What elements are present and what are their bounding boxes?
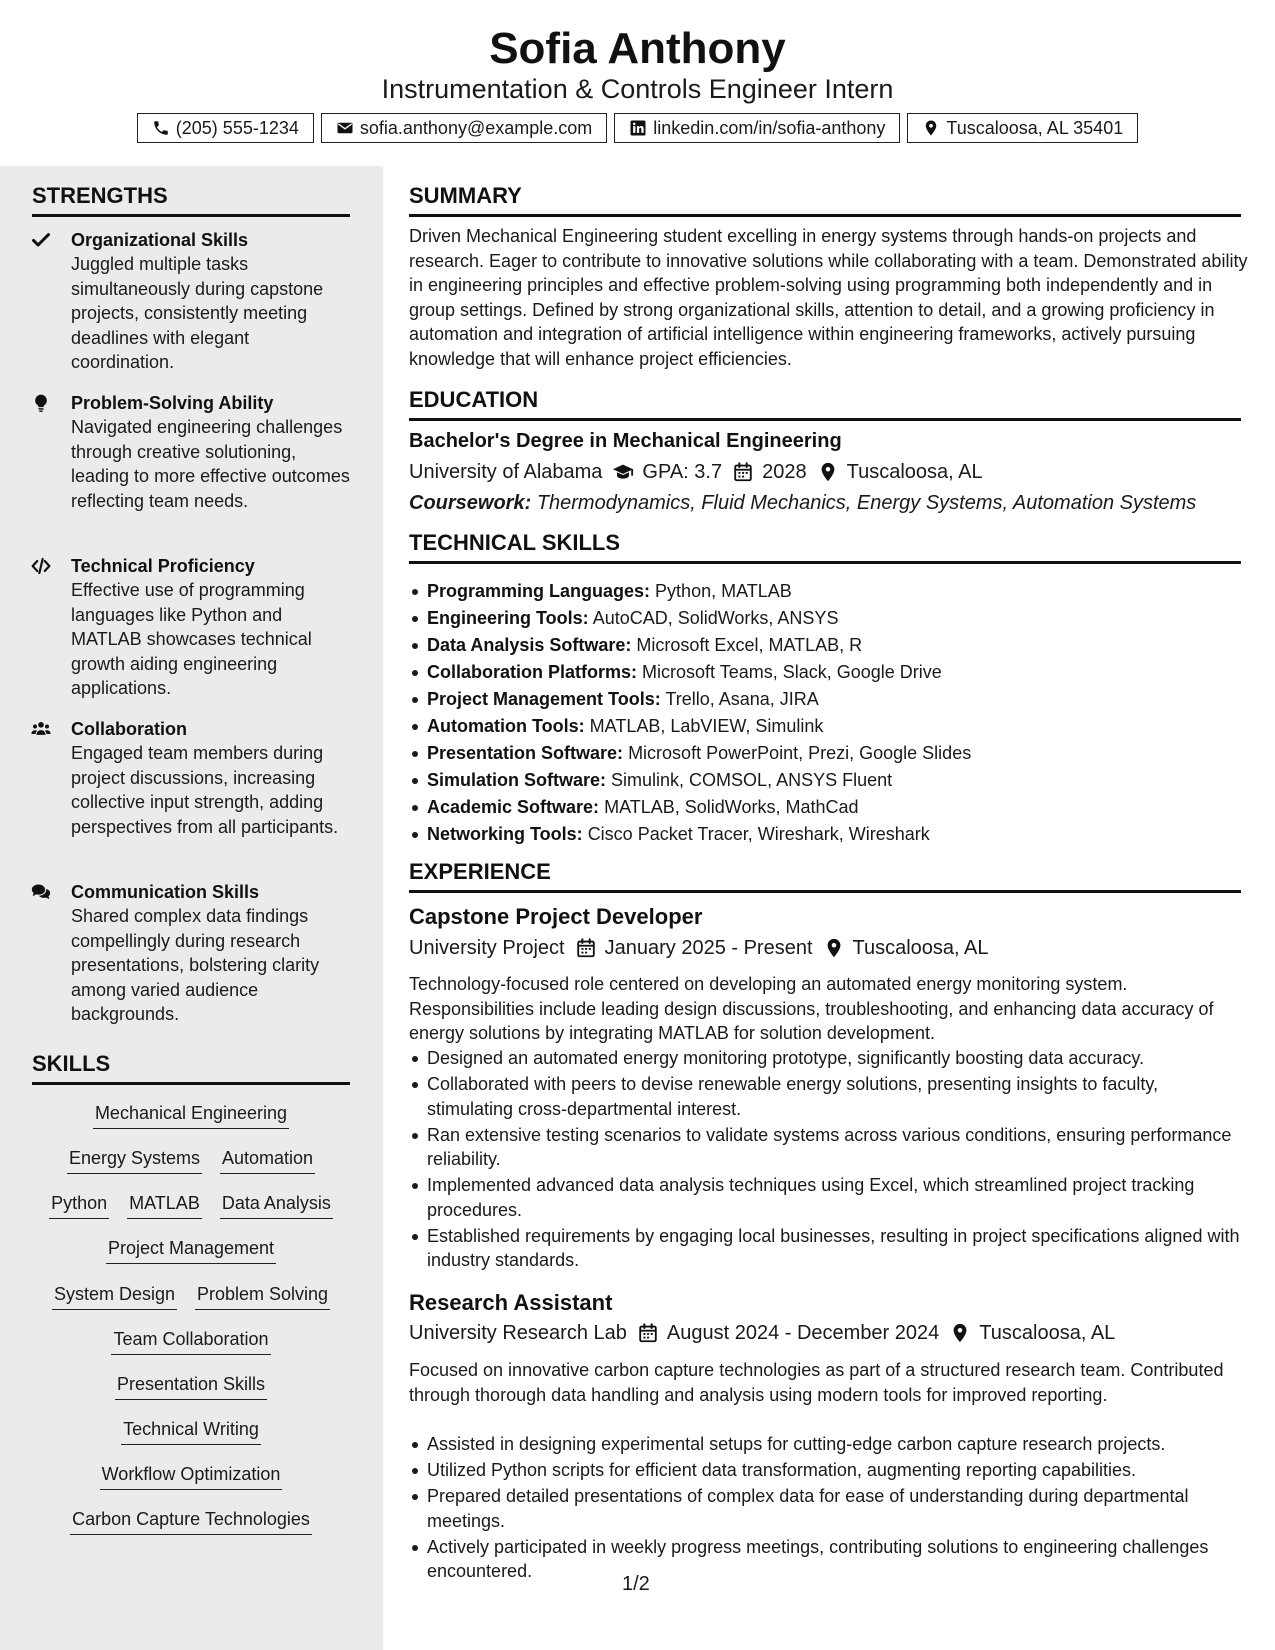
- location-pin-icon: [922, 119, 940, 137]
- skill-chip: System Design: [52, 1282, 177, 1310]
- skill-chip: Energy Systems: [67, 1146, 202, 1174]
- job-description: Focused on innovative carbon capture technologies as part of a structured research team. Contributed through thorough data handling and analysis using modern tools for improved reporting.: [409, 1360, 1224, 1405]
- code-icon: [30, 556, 56, 576]
- skill-row: [30, 1282, 352, 1310]
- job-dates: August 2024 - December 2024: [666, 1322, 940, 1344]
- phone-icon: [152, 119, 170, 137]
- users-icon: [30, 719, 56, 739]
- list-item: Academic Software: MATLAB, SolidWorks, MathCad: [409, 794, 1249, 821]
- contact-phone-text: (205) 555-1234: [175, 117, 299, 138]
- job-meta: [409, 934, 989, 962]
- job-description: Technology-focused role centered on developing an automated energy monitoring system. Responsibilities include leading design discussions, troubleshooting, and enhancing data accuracy of energy solutions by integrating MATLAB for solution development.: [409, 974, 1214, 1043]
- job-org: University Project: [409, 937, 565, 959]
- list-item: Assisted in designing experimental setups for cutting-edge carbon capture research projects.: [409, 1432, 1249, 1457]
- contact-linkedin-text: linkedin.com/in/sofia-anthony: [653, 117, 886, 138]
- list-item: Collaboration Platforms: Microsoft Teams, Slack, Google Drive: [409, 659, 1249, 686]
- graduation-year: 2028: [762, 461, 807, 483]
- strength-item: [30, 880, 350, 1027]
- skill-chip: Data Analysis: [220, 1191, 333, 1219]
- resume-header: [0, 0, 1275, 166]
- strength-title: Organizational Skills: [71, 230, 249, 250]
- list-item: Simulation Software: Simulink, COMSOL, ANSYS Fluent: [409, 767, 1249, 794]
- calendar-icon: [637, 1322, 659, 1344]
- location-pin-icon: [823, 937, 845, 959]
- list-item: Engineering Tools: AutoCAD, SolidWorks, ANSYS: [409, 605, 1249, 632]
- skill-row: [30, 1191, 352, 1219]
- skill-chip: Presentation Skills: [115, 1372, 267, 1400]
- experience-heading: EXPERIENCE: [409, 858, 1241, 893]
- calendar-icon: [575, 937, 597, 959]
- technical-skills-list: [409, 578, 1249, 848]
- candidate-name: Sofia Anthony: [489, 24, 786, 73]
- location-pin-icon: [817, 461, 839, 483]
- strength-desc: Shared complex data findings compellingly during research presentations, bolstering clarity among varied audience backgrounds.: [71, 906, 320, 1024]
- lightbulb-icon: [30, 393, 56, 413]
- school-name: University of Alabama: [409, 461, 603, 483]
- calendar-icon: [732, 461, 754, 483]
- list-item: Presentation Software: Microsoft PowerPoint, Prezi, Google Slides: [409, 740, 1249, 767]
- technical-skills-heading: TECHNICAL SKILLS: [409, 529, 1241, 564]
- skill-chip: MATLAB: [127, 1191, 202, 1219]
- degree-name: Bachelor's Degree in Mechanical Engineering: [409, 430, 842, 452]
- list-item: Data Analysis Software: Microsoft Excel, MATLAB, R: [409, 632, 1249, 659]
- strength-item: [30, 391, 350, 513]
- location-pin-icon: [949, 1322, 971, 1344]
- summary-text: Driven Mechanical Engineering student excelling in energy systems through hands-on projects and research. Eager to contribute to innovative solutions while collaborating with a team. Demonstrated ability in engineering principles and effective problem-solving using programming both independently and in group settings. Defined by strong organizational skills, attention to detail, and a growing proficiency in automation and integration of artificial intelligence within engineering frameworks, actively pursuing knowledge that will enhance project efficiencies.: [409, 226, 1248, 369]
- job-location: Tuscaloosa, AL: [852, 937, 989, 959]
- contact-email[interactable]: [321, 113, 607, 143]
- skill-chip: Workflow Optimization: [100, 1462, 283, 1490]
- skill-chip: Team Collaboration: [111, 1327, 270, 1355]
- skill-chip: Automation: [220, 1146, 315, 1174]
- list-item: Automation Tools: MATLAB, LabVIEW, Simulink: [409, 713, 1249, 740]
- list-item: Actively participated in weekly progress meetings, contributing solutions to engineering challenges encountered.: [409, 1535, 1249, 1584]
- list-item: Designed an automated energy monitoring prototype, significantly boosting data accuracy.: [409, 1046, 1249, 1071]
- envelope-icon: [336, 119, 354, 137]
- skill-row: [30, 1101, 352, 1129]
- sidebar: [0, 166, 383, 1650]
- strength-title: Problem-Solving Ability: [71, 393, 274, 413]
- skill-chip: Project Management: [106, 1236, 276, 1264]
- list-item: Established requirements by engaging local businesses, resulting in project specifications aligned with industry standards.: [409, 1224, 1249, 1273]
- strength-title: Communication Skills: [71, 882, 260, 902]
- skill-row: [30, 1462, 352, 1490]
- job-meta: [409, 1319, 1115, 1347]
- job-org: University Research Lab: [409, 1322, 627, 1344]
- contact-location: [907, 113, 1138, 143]
- list-item: Prepared detailed presentations of complex data for ease of understanding during departmental meetings.: [409, 1484, 1249, 1533]
- contact-linkedin[interactable]: [614, 113, 900, 143]
- strengths-heading: STRENGTHS: [32, 182, 350, 217]
- list-item: Ran extensive testing scenarios to validate systems across various conditions, ensuring performance reliability.: [409, 1123, 1249, 1172]
- list-item: Project Management Tools: Trello, Asana, JIRA: [409, 686, 1249, 713]
- linkedin-icon: [629, 119, 647, 137]
- contact-email-text: sofia.anthony@example.com: [359, 117, 593, 138]
- page-number: 1/2: [622, 1573, 650, 1595]
- contact-location-text: Tuscaloosa, AL 35401: [946, 117, 1124, 138]
- skill-row: [30, 1507, 352, 1535]
- job-location: Tuscaloosa, AL: [979, 1322, 1116, 1344]
- list-item: Utilized Python scripts for efficient data transformation, augmenting reporting capabilities.: [409, 1458, 1249, 1483]
- list-item: Networking Tools: Cisco Packet Tracer, Wireshark, Wireshark: [409, 821, 1249, 848]
- contact-bar: [0, 113, 1275, 143]
- skill-chip: Carbon Capture Technologies: [70, 1507, 312, 1535]
- skill-row: [30, 1372, 352, 1400]
- education-heading: EDUCATION: [409, 386, 1241, 421]
- strength-desc: Effective use of programming languages like Python and MATLAB showcases technical growth aiding engineering applications.: [71, 580, 312, 698]
- education-meta: [409, 458, 983, 486]
- strength-item: [30, 228, 350, 375]
- job-dates: January 2025 - Present: [604, 937, 813, 959]
- skill-row: [30, 1327, 352, 1355]
- coursework-list: Thermodynamics, Fluid Mechanics, Energy Systems, Automation Systems: [536, 492, 1197, 514]
- skill-chip: Technical Writing: [121, 1417, 261, 1445]
- job-title: Research Assistant: [409, 1290, 613, 1315]
- skill-chip: Problem Solving: [195, 1282, 330, 1310]
- school-location: Tuscaloosa, AL: [846, 461, 983, 483]
- summary-heading: SUMMARY: [409, 182, 1241, 217]
- graduation-cap-icon: [612, 461, 634, 483]
- skill-row: [30, 1417, 352, 1445]
- list-item: Implemented advanced data analysis techniques using Excel, which streamlined project tracking procedures.: [409, 1173, 1249, 1222]
- strength-item: [30, 554, 350, 701]
- coursework-label: Coursework:: [409, 492, 532, 514]
- list-item: Programming Languages: Python, MATLAB: [409, 578, 1249, 605]
- skills-heading: SKILLS: [32, 1050, 350, 1085]
- strength-title: Technical Proficiency: [71, 556, 255, 576]
- job-title: Instrumentation & Controls Engineer Intern: [381, 74, 894, 104]
- coursework: [409, 489, 1196, 517]
- skill-row: [30, 1236, 352, 1264]
- skill-chip: Mechanical Engineering: [93, 1101, 289, 1129]
- checkmark-icon: [30, 230, 56, 250]
- skill-row: [30, 1146, 352, 1174]
- strength-item: [30, 717, 350, 839]
- job-bullets: [409, 1046, 1249, 1274]
- strength-title: Collaboration: [71, 719, 187, 739]
- contact-phone[interactable]: [137, 113, 314, 143]
- job-title: Capstone Project Developer: [409, 904, 703, 929]
- strength-desc: Navigated engineering challenges through creative solutioning, leading to more effective outcomes reflecting team needs.: [71, 417, 350, 511]
- list-item: Collaborated with peers to devise renewable energy solutions, presenting insights to faculty, stimulating cross-departmental interest.: [409, 1072, 1249, 1121]
- strength-desc: Engaged team members during project discussions, increasing collective input strength, adding perspectives from all participants.: [71, 743, 339, 837]
- job-bullets: [409, 1432, 1249, 1585]
- strength-desc: Juggled multiple tasks simultaneously during capstone projects, consistently meeting deadlines with elegant coordination.: [71, 254, 324, 372]
- gpa: GPA: 3.7: [642, 461, 723, 483]
- main-column: [383, 166, 1275, 1650]
- skill-chip: Python: [49, 1191, 109, 1219]
- comments-icon: [30, 882, 56, 902]
